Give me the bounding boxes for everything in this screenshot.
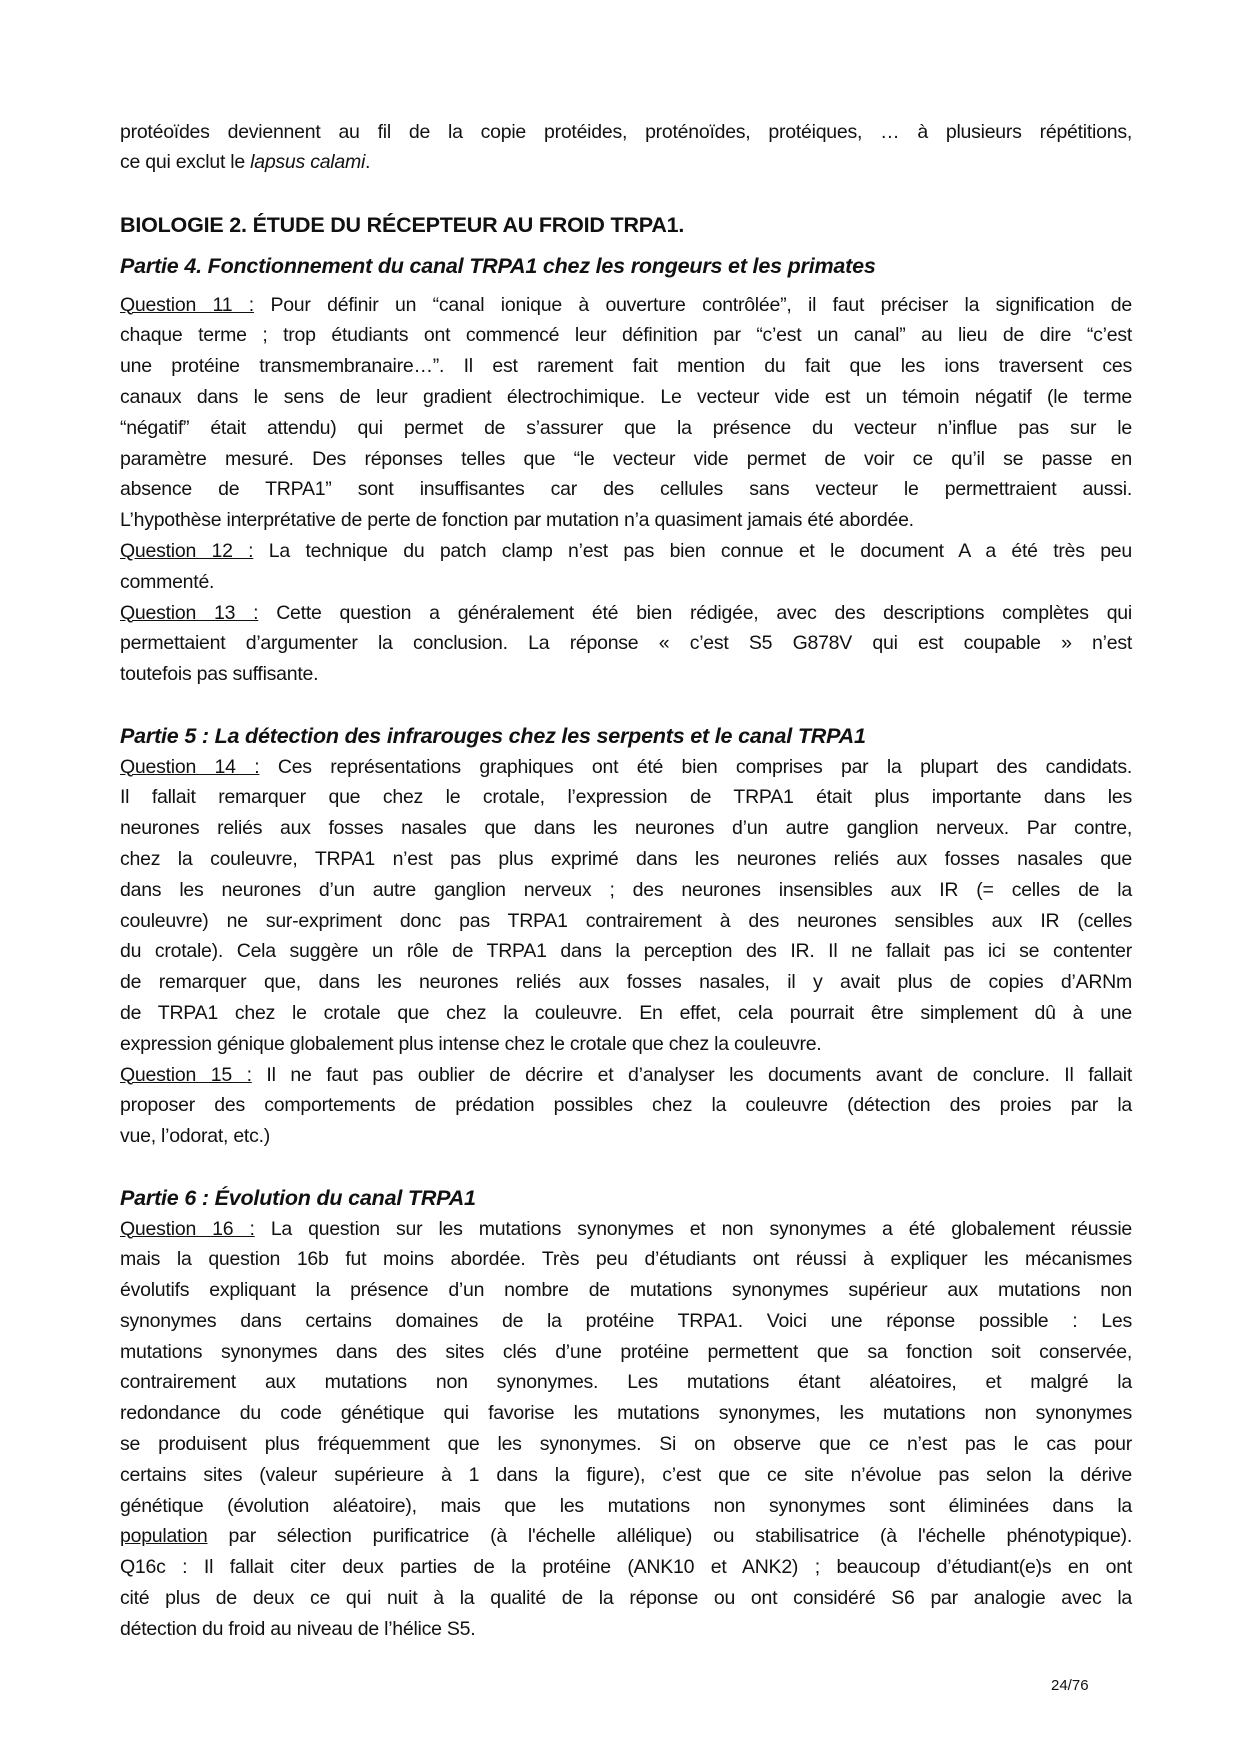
text-segment: Q16c : Il fallait citer deux parties de la protéine (ANK10 et ANK2) ; beaucoup d’étudiant(e)s en ont: [120, 1556, 1132, 1579]
text-segment: une protéine transmembranaire…”. Il est rarement fait mention du fait que les ions traversent ces: [120, 355, 1132, 378]
question-label: Question 13 :: [120, 601, 259, 624]
main-content: [120, 290, 1132, 1645]
text-line: [120, 782, 1132, 813]
text-segment: Pour définir un “canal ionique à ouverture contrôlée”, il faut préciser la signification de: [253, 293, 1133, 316]
text-segment: protéoïdes deviennent au fil de la copie protéides, proténoïdes, protéiques, … à plusieurs répétitions,: [120, 120, 1132, 143]
text-line: [120, 936, 1132, 967]
text-segment: Partie 5 : La détection des infrarouges chez les serpents et le canal TRPA1: [120, 723, 866, 748]
text-segment: Partie 4. Fonctionnement du canal TRPA1 chez les rongeurs et les primates: [120, 253, 876, 278]
text-segment: Partie 6 : Évolution du canal TRPA1: [120, 1185, 476, 1210]
text-line: [120, 1306, 1132, 1337]
text-segment: par sélection purificatrice (à l'échelle allélique) ou stabilisatrice (à l'échelle phénotypique).: [207, 1525, 1132, 1548]
part-heading: [120, 1183, 1132, 1214]
text-line: [120, 906, 1132, 937]
text-segment: de remarquer que, dans les neurones reliés aux fosses nasales, il y avait plus de copies d’ARNm: [120, 971, 1132, 994]
text-segment: synonymes dans certains domaines de la protéine TRPA1. Voici une réponse possible : Les: [120, 1309, 1132, 1332]
text-line: [120, 474, 1132, 505]
text-segment: BIOLOGIE 2. ÉTUDE DU RÉCEPTEUR AU FROID TRPA1.: [120, 212, 685, 237]
text-line: [120, 1583, 1132, 1614]
text-line: [120, 1121, 1132, 1152]
question-label: population: [120, 1525, 208, 1548]
text-line: [120, 998, 1132, 1029]
text-line: [120, 1214, 1132, 1245]
text-line: [120, 1244, 1132, 1275]
text-segment: de TRPA1 chez le crotale que chez la couleuvre. En effet, cela pourrait être simplement dû à une: [120, 1001, 1132, 1024]
text-segment: chaque terme ; trop étudiants ont commencé leur définition par “c’est un canal” au lieu de dire “c’est: [120, 324, 1132, 347]
text-segment: neurones reliés aux fosses nasales que dans les neurones d’un autre ganglion nerveux. Par contre,: [120, 817, 1132, 840]
text-line: [120, 1460, 1132, 1491]
text-line: [120, 1029, 1132, 1060]
text-line: [120, 320, 1132, 351]
text-segment: Cette question a généralement été bien rédigée, avec des descriptions complètes qui: [258, 601, 1132, 624]
text-line: [120, 752, 1132, 783]
text-segment: couleuvre) ne sur-expriment donc pas TRPA1 contrairement à des neurones sensibles aux IR (celles: [120, 909, 1132, 932]
text-line: [120, 1491, 1132, 1522]
text-segment: proposer des comportements de prédation possibles chez la couleuvre (détection des proies par la: [120, 1094, 1132, 1117]
text-segment: L’hypothèse interprétative de perte de fonction par mutation n’a quasiment jamais été abordée.: [120, 509, 914, 532]
text-line: [120, 382, 1132, 413]
text-segment: mais la question 16b fut moins abordée. Très peu d’étudiants ont réussi à expliquer les mécanismes: [120, 1248, 1132, 1271]
text-segment: “négatif” était attendu) qui permet de s’assurer que la présence du vecteur n’influe pas sur le: [120, 416, 1132, 439]
question-label: Question 15 :: [120, 1063, 252, 1086]
text-line: [120, 1367, 1132, 1398]
text-segment: dans les neurones d’un autre ganglion nerveux ; des neurones insensibles aux IR (= celles de la: [120, 878, 1132, 901]
text-segment: se produisent plus fréquemment que les synonymes. Si on observe que ce n’est pas le cas pour: [120, 1433, 1132, 1456]
part-heading: [120, 721, 1132, 752]
text-segment: certains sites (valeur supérieure à 1 dans la figure), c’est que ce site n’évolue pas selon la dérive: [120, 1463, 1132, 1486]
text-segment: ce qui exclut le: [120, 151, 251, 174]
text-line: [120, 351, 1132, 382]
text-line: [120, 1614, 1132, 1645]
text-line: [120, 505, 1132, 536]
text-segment: canaux dans le sens de leur gradient électrochimique. Le vecteur vide est un témoin négatif (le terme: [120, 385, 1132, 408]
text-segment: Ces représentations graphiques ont été bien comprises par la plupart des candidats.: [259, 755, 1132, 778]
text-line: [120, 1060, 1132, 1091]
page-number: 24/76: [1051, 1677, 1089, 1694]
part-4-title: [120, 251, 1132, 282]
text-line: [120, 147, 1132, 178]
text-segment: évolutifs expliquant la présence d’un nombre de mutations synonymes supérieur aux mutations non: [120, 1279, 1132, 1302]
text-line: [120, 1552, 1132, 1583]
text-segment: La question sur les mutations synonymes et non synonymes a été globalement réussie: [254, 1217, 1132, 1240]
text-segment: cité plus de deux ce qui nuit à la qualité de la réponse ou ont considéré S6 par analogie avec la: [120, 1587, 1132, 1610]
text-segment: chez la couleuvre, TRPA1 n’est pas plus exprimé dans les neurones reliés aux fosses nasales que: [120, 847, 1132, 870]
text-segment: expression génique globalement plus intense chez le crotale que chez la couleuvre.: [120, 1032, 822, 1055]
text-segment: La technique du patch clamp n’est pas bien connue et le document A a été très peu: [253, 539, 1132, 562]
text-line: [120, 1090, 1132, 1121]
text-segment: permettaient d’argumenter la conclusion. La réponse « c’est S5 G878V qui est coupable » n’est: [120, 632, 1132, 655]
text-line: [120, 875, 1132, 906]
text-line: [120, 290, 1132, 321]
question-label: Question 16 :: [120, 1217, 255, 1240]
text-segment: détection du froid au niveau de l’hélice S5.: [120, 1617, 476, 1640]
text-line: [120, 1429, 1132, 1460]
text-line: [120, 117, 1132, 148]
section-heading: [120, 210, 1132, 241]
text-segment: absence de TRPA1” sont insuffisantes car des cellules sans vecteur le permettraient aussi.: [120, 478, 1132, 501]
text-segment: Il ne faut pas oublier de décrire et d’analyser les documents avant de conclure. Il fallait: [251, 1063, 1132, 1086]
text-segment: commenté.: [120, 570, 215, 593]
question-label: Question 14 :: [120, 755, 260, 778]
intro-continued-paragraph: [120, 117, 1132, 179]
text-segment: Il fallait remarquer que chez le crotale, l’expression de TRPA1 était plus importante dans les: [120, 786, 1132, 809]
text-segment: vue, l’odorat, etc.): [120, 1125, 270, 1148]
part-heading: [120, 251, 1132, 282]
text-line: [120, 444, 1132, 475]
text-line: [120, 413, 1132, 444]
text-segment: génétique (évolution aléatoire), mais que les mutations non synonymes sont éliminées dans la: [120, 1494, 1132, 1517]
text-segment: du crotale). Cela suggère un rôle de TRPA1 dans la perception des IR. Il ne fallait pas ici se contenter: [120, 940, 1132, 963]
text-line: [120, 598, 1132, 629]
text-segment: redondance du code génétique qui favorise les mutations synonymes, les mutations non synonymes: [120, 1402, 1132, 1425]
text-line: [120, 813, 1132, 844]
text-line: [120, 1521, 1132, 1552]
text-line: [120, 1337, 1132, 1368]
text-segment: .: [365, 151, 371, 174]
text-line: [120, 1275, 1132, 1306]
text-line: [120, 628, 1132, 659]
text-segment: mutations synonymes dans des sites clés d’une protéine permettent que sa fonction soit conservée,: [120, 1340, 1132, 1363]
blank-line: [120, 690, 1132, 721]
text-line: [120, 844, 1132, 875]
blank-line: [120, 1152, 1132, 1183]
italic-text: lapsus calami: [250, 151, 366, 174]
text-segment: toutefois pas suffisante.: [120, 663, 319, 686]
text-line: [120, 567, 1132, 598]
text-segment: paramètre mesuré. Des réponses telles que “le vecteur vide permet de voir ce qu’il se passe en: [120, 447, 1132, 470]
text-line: [120, 659, 1132, 690]
text-line: [120, 1398, 1132, 1429]
text-line: [120, 536, 1132, 567]
text-segment: contrairement aux mutations non synonymes. Les mutations étant aléatoires, et malgré la: [120, 1371, 1132, 1394]
question-label: Question 12 :: [120, 539, 254, 562]
section-title: [120, 210, 1132, 241]
question-label: Question 11 :: [120, 293, 254, 316]
text-line: [120, 967, 1132, 998]
